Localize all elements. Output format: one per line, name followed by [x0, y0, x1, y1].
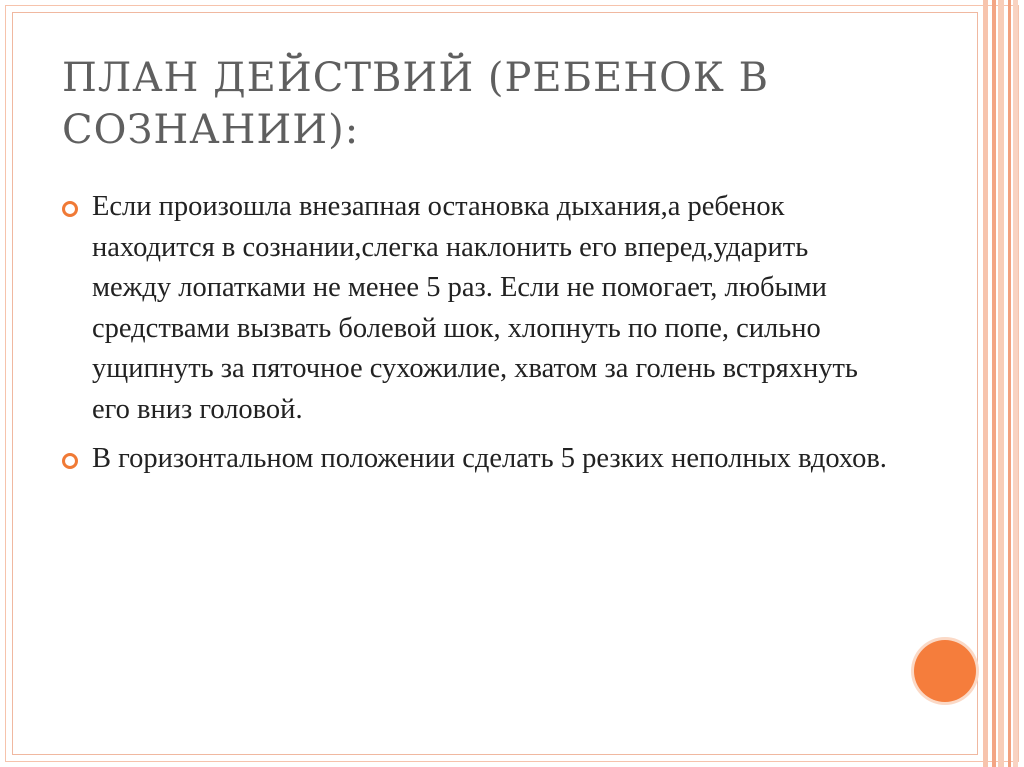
decorative-stripe — [983, 0, 988, 767]
bullet-item — [62, 187, 892, 431]
bullet-circle-icon — [62, 453, 78, 469]
slide-title-line-2: СОЗНАНИИ): — [62, 107, 360, 153]
decorative-stripe — [998, 0, 1004, 767]
bullet-text: Если произошла внезапная остановка дыхания,а ребенок находится в сознании,слегка наклонить его вперед,ударить между лопатками не менее 5 раз. Если не помогает, любыми средствами вызвать болевой шок, хлопнуть по попе, сильно ущипнуть за пяточное сухожилие, хватом за голень встряхнуть его вниз головой. — [92, 191, 858, 425]
bullet-list — [62, 187, 892, 487]
bullet-circle-icon — [62, 201, 78, 217]
decorative-stripe — [1008, 0, 1011, 767]
decorative-stripe — [1013, 0, 1018, 767]
slide-title — [62, 52, 882, 156]
slide-title-line-1: ПЛАН ДЕЙСТВИЙ (РЕБЕНОК В — [62, 55, 769, 101]
bullet-text: В горизонтальном положении сделать 5 резких неполных вдохов. — [92, 442, 887, 474]
bullet-item — [62, 439, 892, 480]
decorative-circle-icon — [914, 640, 976, 702]
decorative-stripe — [992, 0, 996, 767]
